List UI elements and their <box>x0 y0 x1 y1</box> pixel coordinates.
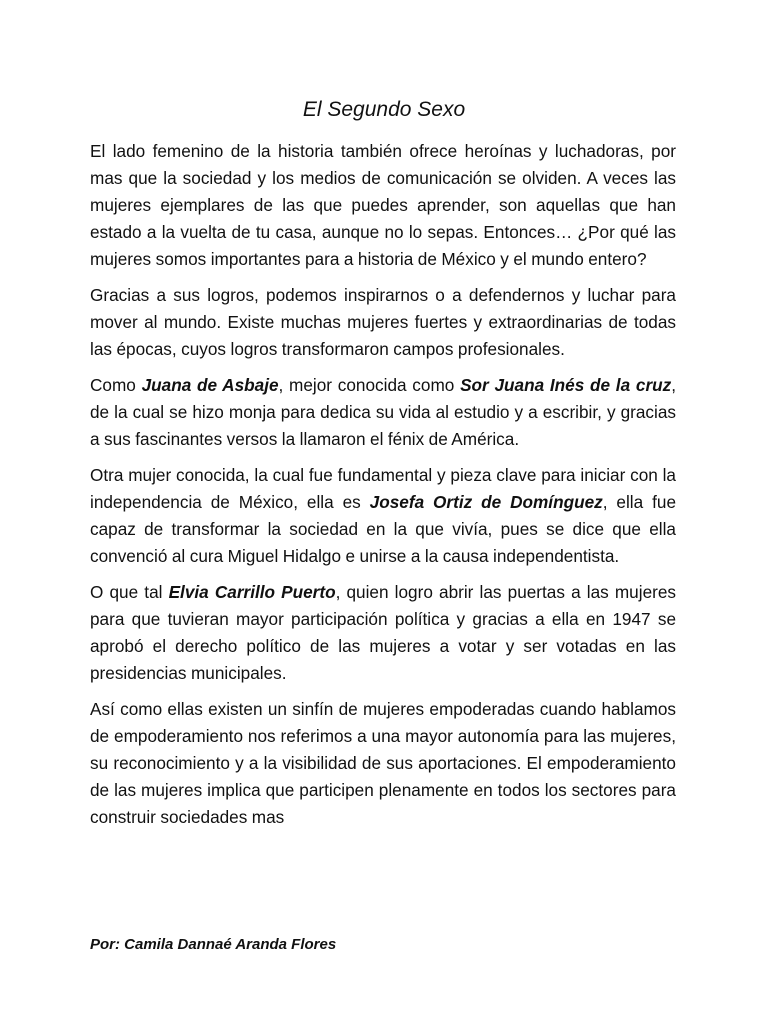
paragraph-intro <box>90 138 676 273</box>
paragraph-josefa <box>90 462 676 570</box>
page-title: El Segundo Sexo <box>302 98 466 121</box>
paragraph-text: Otra mujer conocida, la cual fue fundamental y pieza clave para iniciar con la independencia de México, ella es <box>90 465 676 512</box>
paragraph-text: Como <box>90 375 142 395</box>
paragraph-text: , ella fue capaz de transformar la sociedad en la que vivía, pues se dice que ella convenció al cura Miguel Hidalgo e unirse a la causa independentista. <box>90 492 676 566</box>
paragraph-text: Gracias a sus logros, podemos inspirarnos o a defendernos y luchar para mover al mundo. Existe muchas mujeres fuertes y extraordinarias de todas las épocas, cuyos logros transformaron campos profesionales. <box>90 285 676 359</box>
paragraph-text: , de la cual se hizo monja para dedica su vida al estudio y a escribir, y gracias a sus fascinantes versos la llamaron el fénix de América. <box>90 375 676 449</box>
paragraph-text: , quien logro abrir las puertas a las mujeres para que tuvieran mayor participación política y gracias a ella en 1947 se aprobó el derecho político de las mujeres a votar y ser votadas en las presidencias municipales. <box>90 582 676 683</box>
document-body <box>90 138 676 898</box>
paragraph-elvia <box>90 579 676 687</box>
paragraph-text: Así como ellas existen un sinfín de mujeres empoderadas cuando hablamos de empoderamiento nos referimos a una mayor autonomía para las mujeres, su reconocimiento y a la visibilidad de sus aportaciones. El empoderamiento de las mujeres implica que participen plenamente en todos los sectores para construir sociedades mas <box>90 699 676 827</box>
emphasized-name: Elvia Carrillo Puerto <box>168 582 336 602</box>
paragraph-text: , mejor conocida como <box>278 375 461 395</box>
emphasized-name: Sor Juana Inés de la cruz <box>460 375 672 395</box>
paragraph-juana <box>90 372 676 453</box>
paragraph-empowerment <box>90 696 676 831</box>
paragraph-text: El lado femenino de la historia también ofrece heroínas y luchadoras, por mas que la sociedad y los medios de comunicación se olviden. A veces las mujeres ejemplares de las que puedes aprender, son aquellas que han estado a la vuelta de tu casa, aunque no lo sepas. Entonces… ¿Por qué las mujeres somos importantes para a historia de México y el mundo entero? <box>90 141 676 269</box>
paragraph-text: O que tal <box>90 582 169 602</box>
author-credit: Por: Camila Dannaé Aranda Flores <box>90 936 337 953</box>
emphasized-name: Juana de Asbaje <box>141 375 279 395</box>
paragraph-achievements <box>90 282 676 363</box>
emphasized-name: Josefa Ortiz de Domínguez <box>369 492 603 512</box>
